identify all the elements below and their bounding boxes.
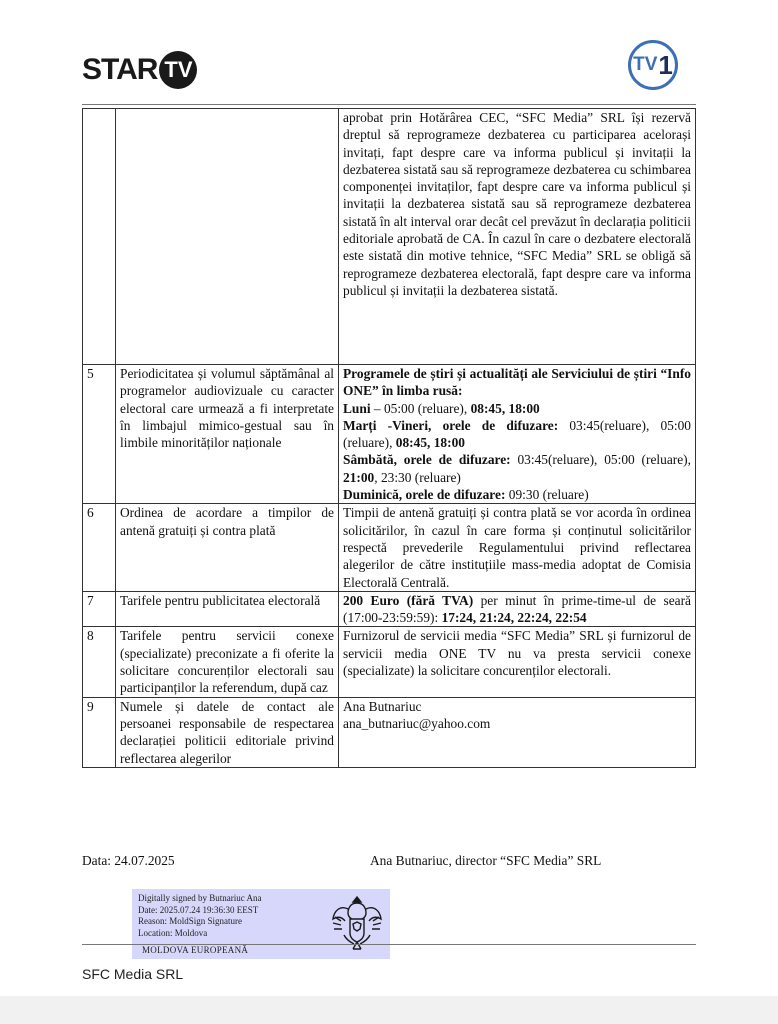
- signatory-line: Ana Butnariuc, director “SFC Media” SRL: [370, 853, 602, 868]
- row-value: Furnizorul de servicii media “SFC Media” SRL și furnizorul de servicii media ONE TV nu va presta servicii conexe (specializate) la solicitare concurenților electorali.: [339, 627, 696, 697]
- page-bottom-band: [0, 996, 778, 1024]
- row-number: 7: [83, 591, 116, 627]
- row-label: Tarifele pentru servicii conexe (specializate) preconizate a fi oferite la solicitare concurenților electorali sau participanților la referendum, după caz: [116, 627, 339, 697]
- row-number: 8: [83, 627, 116, 697]
- row-label: Tarifele pentru publicitatea electorală: [116, 591, 339, 627]
- row-label: [116, 109, 339, 365]
- row-value: [339, 365, 696, 504]
- tv1-logo-tv: TV: [633, 54, 658, 75]
- row-label: Numele și datele de contact ale persoanei responsabile de respectarea declarației politicii editoriale privind reflectarea alegerilor: [116, 697, 339, 767]
- schedule-line: Marți -Vineri, orele de difuzare: 03:45(reluare), 05:00 (reluare), 08:45, 18:00: [343, 417, 691, 451]
- signature-line: Reason: MoldSign Signature: [138, 916, 242, 927]
- tv1-logo: [628, 40, 678, 90]
- schedule-line: Luni – 05:00 (reluare), 08:45, 18:00: [343, 400, 540, 416]
- moldova-coat-of-arms-icon: [330, 891, 384, 955]
- table-row: [83, 591, 696, 627]
- company-name: SFC Media SRL: [82, 966, 184, 982]
- table-row: [83, 627, 696, 697]
- program-title: Programele de știri și actualități ale Serviciului de știri “Info ONE” în limba rusă:: [343, 366, 691, 399]
- row-value: aprobat prin Hotărârea CEC, “SFC Media” SRL își rezervă dreptul să reprogrameze dezbaterea cu participarea acelorași invitați, fapt despre care va informa publicul și invitații la dezbaterea sistată sau să reprogrameze dezbaterea cu schimbarea componenței invitaților, fapt despre care va informa publicul și invitații la dezbaterea sistată sau să reprogrameze dezbaterea sistată în alt interval orar decât cel prevăzut în declarația politicii editoriale aprobată de CA. În cazul în care o dezbatere electorală este sistată din motive tehnice, “SFC Media” SRL se obligă să reprogrameze dezbaterea electorală, fapt despre care va informa publicul și invitații la dezbaterea sistată.: [339, 109, 696, 365]
- footer-divider: [82, 944, 696, 945]
- row-value: Timpii de antenă gratuiți și contra plată se vor acorda în ordinea solicitărilor, în cazul în care forma și conținutul solicitărilor respectă prevederile Regulamentului privind reflectarea alegerilor de către instituțiile mass-media adoptat de Comisia Electorală Centrală.: [339, 504, 696, 591]
- tv1-logo-one: 1: [658, 49, 673, 80]
- row-number: 5: [83, 365, 116, 504]
- table-row: [83, 109, 696, 365]
- contact-email: ana_butnariuc@yahoo.com: [343, 715, 491, 731]
- table-row: [83, 697, 696, 767]
- schedule-line: Duminică, orele de difuzare: 09:30 (reluare): [343, 487, 589, 503]
- star-tv-logo: [82, 50, 197, 90]
- schedule-line: Sâmbătă, orele de difuzare: 03:45(reluare), 05:00 (reluare), 21:00, 23:30 (reluare): [343, 452, 691, 485]
- row-number: 6: [83, 504, 116, 591]
- stamp-text: MOLDOVA EUROPEANĂ: [142, 945, 249, 955]
- row-label: Periodicitatea și volumul săptămânal al programelor audiovizuale cu caracter electoral care urmează a fi interpretate în limbajul mimico-gestual sau în limbile minorităților naționale: [116, 365, 339, 504]
- table-row: [83, 365, 696, 504]
- document-date: Data: 24.07.2025: [82, 853, 175, 868]
- row-value: 200 Euro (fără TVA) per minut în prime-time-ul de seară (17:00-23:59:59): 17:24, 21:24, 22:24, 22:54: [339, 591, 696, 627]
- row-number: [83, 109, 116, 365]
- row-label: Ordinea de acordare a timpilor de antenă gratuiți și contra plată: [116, 504, 339, 591]
- contact-name: Ana Butnariuc: [343, 698, 422, 714]
- table-row: [83, 504, 696, 591]
- signature-line: Date: 2025.07.24 19:36:30 EEST: [138, 904, 259, 915]
- signature-line: Location: Moldova: [138, 927, 208, 938]
- star-tv-logo-text: STAR: [82, 53, 158, 86]
- signature-line: Digitally signed by Butnariuc Ana: [138, 893, 262, 903]
- digital-signature-block: [132, 889, 390, 959]
- row-value: [339, 697, 696, 767]
- editorial-policy-table: [82, 108, 696, 768]
- header-divider: [82, 104, 696, 105]
- star-tv-logo-circle: TV: [159, 51, 197, 89]
- row-number: 9: [83, 697, 116, 767]
